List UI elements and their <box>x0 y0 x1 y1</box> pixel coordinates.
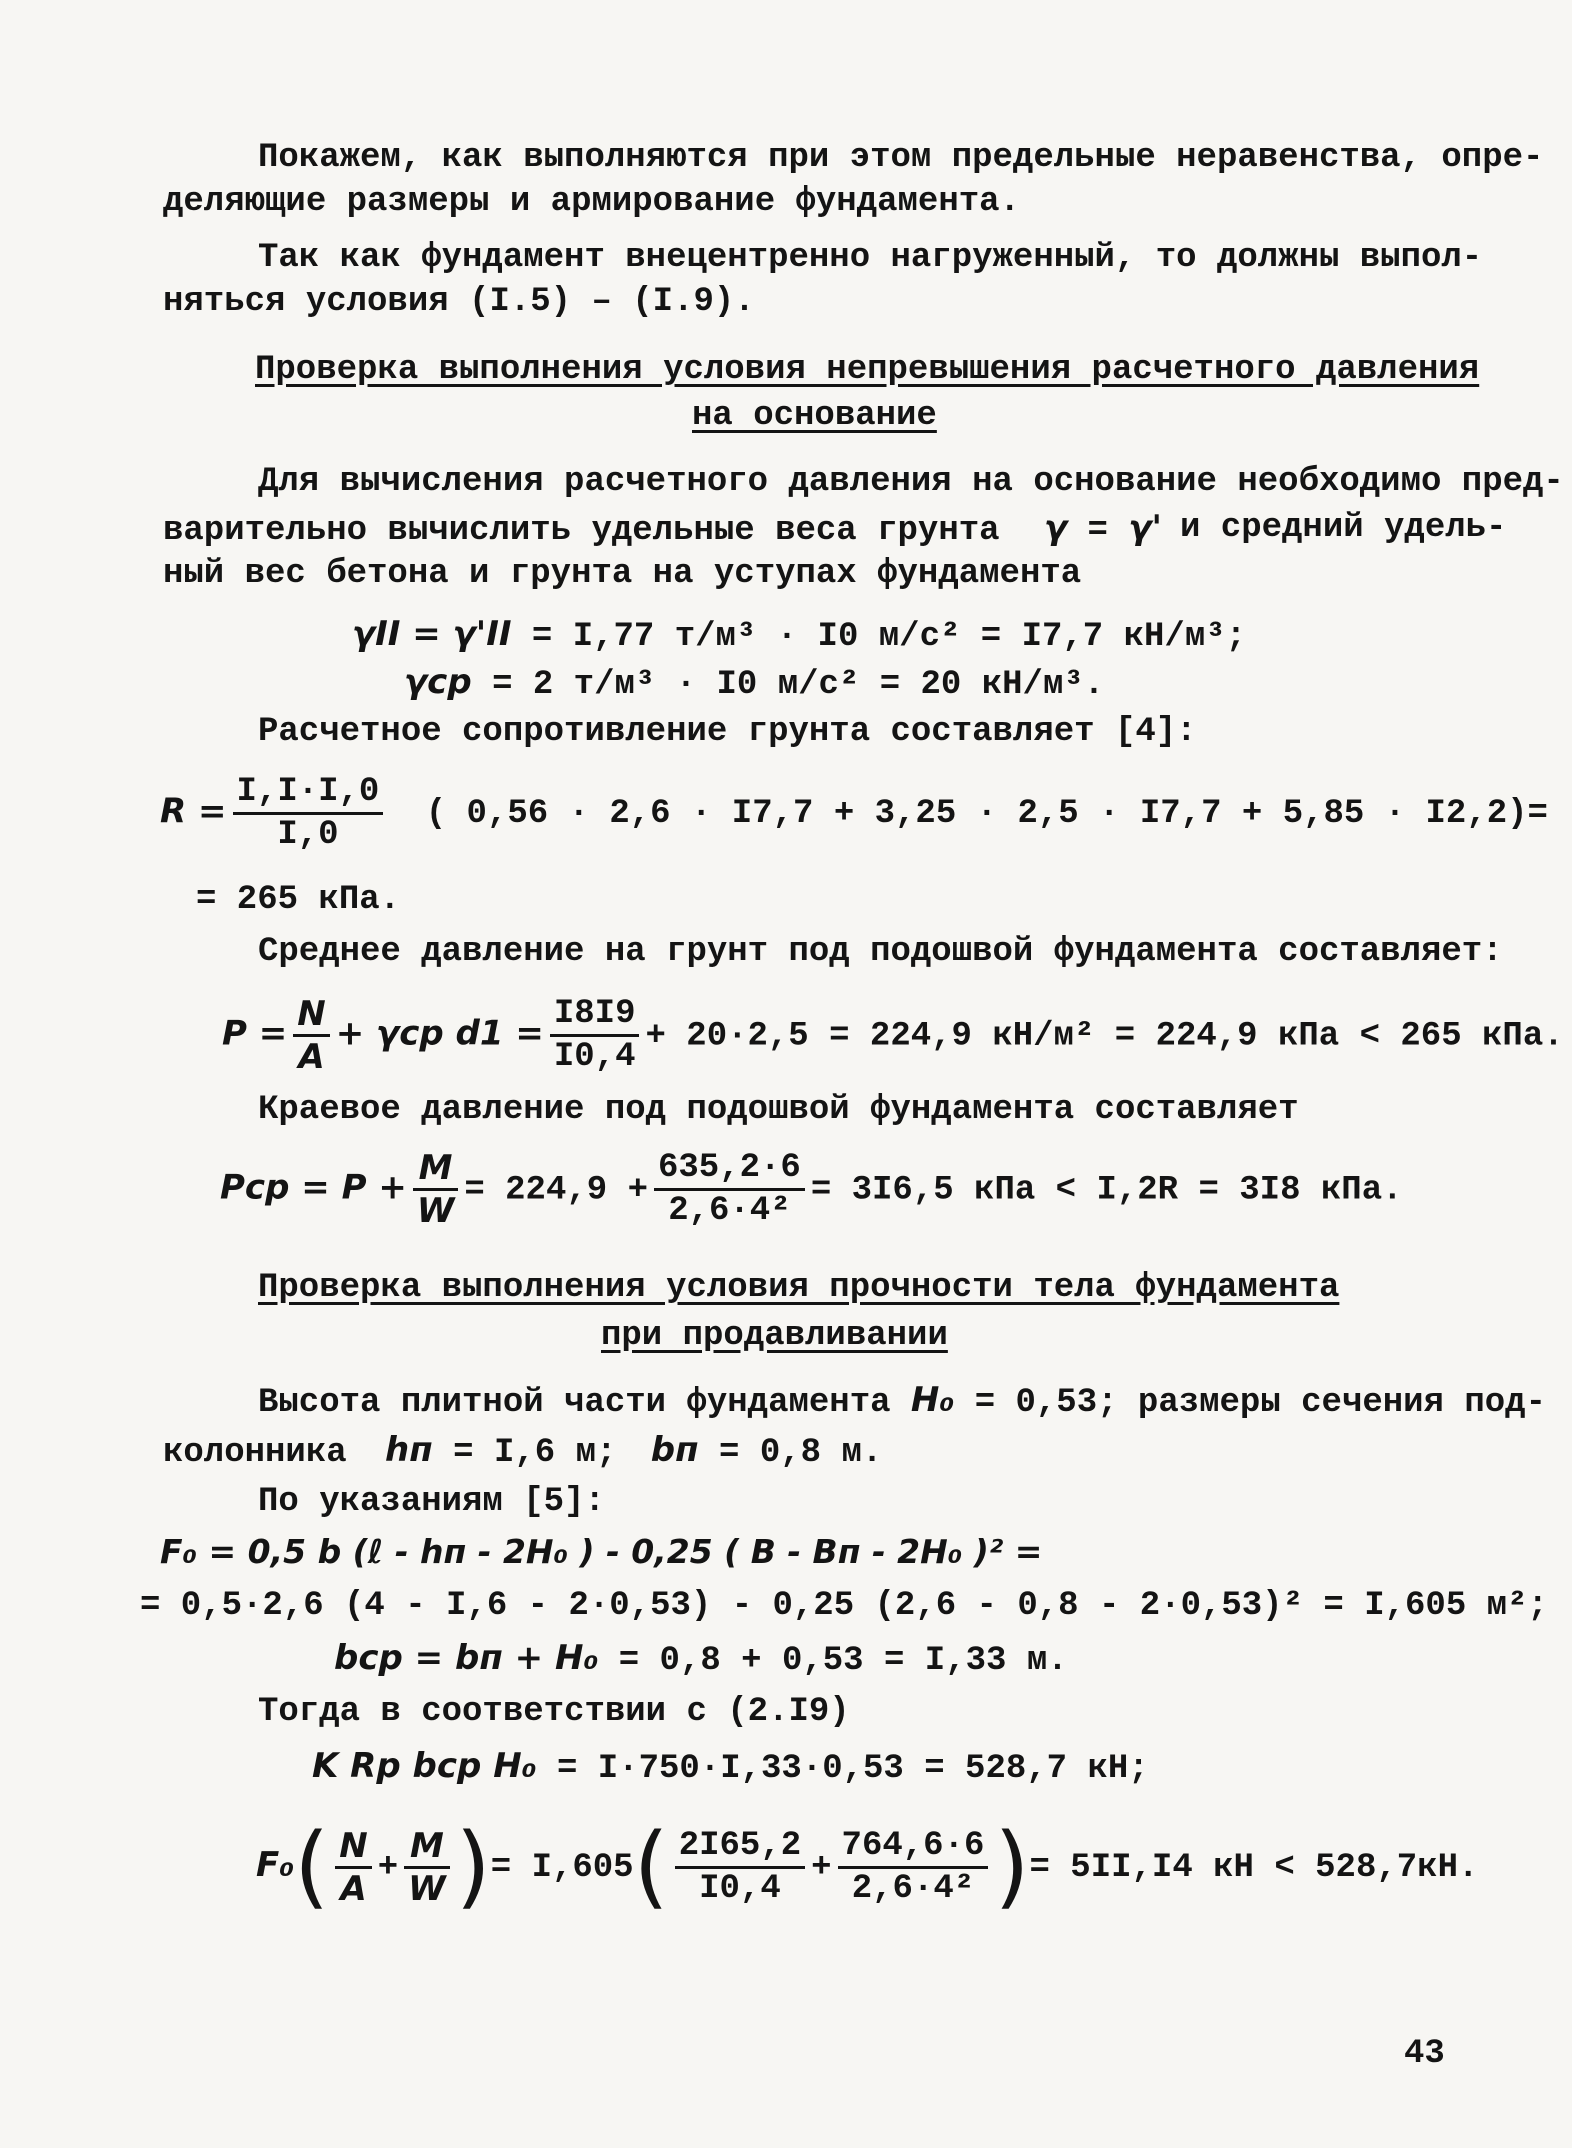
section1-paragraph-line-2 <box>163 506 1162 553</box>
formula-r-numerator: I,I·I,0 <box>233 772 384 815</box>
page-number: 43 <box>1404 2035 1445 2073</box>
formula-f-fraction-1-denominator: A <box>340 1868 367 1909</box>
formula-pcp-fraction-1-denominator: W <box>416 1191 455 1231</box>
intro-line-4: няться условия (I.5) – (I.9). <box>163 283 755 321</box>
paren-close-2: ) <box>994 1814 1030 1919</box>
formula-pcp-fraction-2-numerator: 635,2·6 <box>654 1148 805 1191</box>
formula-k-rhs: = I·750·I,33·0,53 = 528,7 кН; <box>556 1750 1149 1788</box>
formula-bcp-rhs: = 0,8 + 0,53 = I,33 м. <box>618 1642 1068 1680</box>
formula-pcp-lhs: Pcp = P + <box>220 1167 407 1208</box>
formula-f-fraction-2-denominator: W <box>408 1868 446 1909</box>
symbol-h0: H₀ <box>910 1380 955 1420</box>
formula-p-middle: + γcp d1 = <box>335 1013 544 1054</box>
formula-k-lhs: K Rр bср H₀ <box>312 1746 537 1786</box>
formula-k <box>312 1744 1149 1791</box>
formula-bcp <box>334 1636 1068 1683</box>
section2-paragraph-line-1-text: Высота плитной части фундамента <box>258 1384 891 1422</box>
section-heading-2-line-1: Проверка выполнения условия прочности тела фундамента <box>258 1269 1340 1307</box>
edge-pressure-intro: Краевое давление под подошвой фундамента составляет <box>258 1091 1299 1129</box>
section2-hn-value: = I,6 м; <box>453 1434 617 1472</box>
gamma-prime-symbol: γ' <box>1128 508 1162 548</box>
intro-line-2: деляющие размеры и армирование фундамента. <box>163 183 1020 221</box>
formula-p-fraction-1-numerator: N <box>293 994 329 1037</box>
formula-f-middle: = I,605 <box>490 1848 634 1887</box>
formula-p-rhs: + 20·2,5 = 224,9 кН/м² = 224,9 кПа < 265 кПа. <box>645 1017 1564 1056</box>
formula-pcp-fraction-1-numerator: M <box>413 1148 459 1191</box>
formula-f-plus: + <box>377 1848 399 1887</box>
intro-line-1: Покажем, как выполняются при этом предельные неравенства, опре- <box>258 139 1544 177</box>
formula-r <box>160 772 1548 855</box>
accordance-text: Тогда в соответствии с (2.I9) <box>258 1693 850 1731</box>
formula-gamma-cp-lhs: γср <box>404 662 472 702</box>
gamma-symbol: γ <box>1043 508 1068 548</box>
formula-f-plus-2: + <box>811 1848 832 1887</box>
section1-paragraph-line-2-end: и средний удель- <box>1180 509 1507 547</box>
formula-f-fraction-3-numerator: 2I65,2 <box>675 1826 805 1869</box>
formula-r-fraction <box>233 772 384 855</box>
mean-pressure-intro: Среднее давление на грунт под подошвой фундамента составляет: <box>258 933 1503 971</box>
section-heading-1-line-2: на основание <box>692 397 937 435</box>
formula-r-lhs: R = <box>160 791 227 832</box>
per-instructions: По указаниям [5]: <box>258 1483 605 1521</box>
formula-gamma-ii <box>352 612 1246 659</box>
formula-f-check <box>256 1814 1479 1919</box>
formula-f0-line-1: F₀ = 0,5 b (ℓ - hп - 2H₀ ) - 0,25 ( B - Bп - 2H₀ )² = <box>160 1532 1043 1571</box>
section2-paragraph-line-2 <box>163 1428 882 1475</box>
formula-p-fraction-2 <box>550 994 640 1077</box>
formula-f-rhs: = 5II,I4 кН < 528,7кН. <box>1029 1848 1479 1887</box>
formula-f-fraction-4-numerator: 764,6·6 <box>838 1826 989 1869</box>
section-heading-1-line-1: Проверка выполнения условия непревышения расчетного давления <box>255 351 1480 389</box>
section2-paragraph-line-1-end: = 0,53; размеры сечения под- <box>974 1384 1546 1422</box>
paren-open-2: ( <box>633 1814 669 1919</box>
formula-f-fraction-1-numerator: N <box>335 1826 371 1869</box>
formula-r-rhs: ( 0,56 · 2,6 · I7,7 + 3,25 · 2,5 · I7,7 + 5,85 · I2,2)= <box>425 795 1548 834</box>
formula-f-fraction-3-denominator: I0,4 <box>699 1869 781 1908</box>
formula-f-fraction-4 <box>838 1826 989 1909</box>
symbol-bn: bп <box>650 1430 699 1470</box>
formula-gamma-cp-rhs: = 2 т/м³ · I0 м/с² = 20 кН/м³. <box>492 666 1105 704</box>
formula-pcp-fraction-2 <box>654 1148 805 1231</box>
formula-p-lhs: P = <box>222 1013 288 1054</box>
section2-paragraph-line-1 <box>258 1378 1546 1425</box>
formula-p-fraction-2-numerator: I8I9 <box>550 994 640 1037</box>
section1-paragraph-line-2-text: варительно вычислить удельные веса грунта <box>163 512 1000 550</box>
formula-p-fraction-1 <box>293 994 329 1077</box>
formula-pcp-fraction-2-denominator: 2,6·4² <box>668 1192 791 1230</box>
formula-gamma-ii-lhs: γII = γ'II <box>352 614 512 654</box>
formula-f-lhs: F₀ <box>256 1844 295 1885</box>
formula-r-result: = 265 кПа. <box>196 881 401 919</box>
section1-paragraph-line-1: Для вычисления расчетного давления на основание необходимо пред- <box>258 463 1564 501</box>
formula-pcp-fraction-1 <box>413 1148 459 1231</box>
section1-paragraph-line-3: ный вес бетона и грунта на уступах фундамента <box>163 555 1082 593</box>
formula-f-fraction-3 <box>675 1826 805 1909</box>
formula-pcp-middle: = 224,9 + <box>464 1171 648 1210</box>
formula-f-fraction-2-numerator: M <box>404 1826 450 1869</box>
formula-p-fraction-1-denominator: A <box>298 1037 325 1077</box>
formula-gamma-cp <box>404 660 1104 707</box>
section2-bn-value: = 0,8 м. <box>719 1434 883 1472</box>
paren-close-1: ) <box>455 1814 491 1919</box>
intro-line-3: Так как фундамент внецентренно нагруженный, то должны выпол- <box>258 239 1483 277</box>
formula-pcp <box>220 1148 1403 1231</box>
formula-bcp-lhs: bcp = bп + H₀ <box>334 1638 599 1678</box>
section2-paragraph-line-2-text: колонника <box>163 1434 347 1472</box>
formula-f-fraction-4-denominator: 2,6·4² <box>851 1869 975 1908</box>
formula-f0-line-2: = 0,5·2,6 (4 - I,6 - 2·0,53) - 0,25 (2,6 - 0,8 - 2·0,53)² = I,605 м²; <box>140 1587 1548 1625</box>
formula-p <box>222 994 1564 1077</box>
paren-open-1: ( <box>294 1814 330 1919</box>
formula-p-fraction-2-denominator: I0,4 <box>553 1038 636 1076</box>
section-heading-2-line-2: при продавливании <box>601 1317 948 1355</box>
formula-f-fraction-1 <box>335 1826 371 1909</box>
equals-sign: = <box>1087 512 1108 550</box>
resistance-intro: Расчетное сопротивление грунта составляет [4]: <box>258 713 1197 751</box>
formula-r-denominator: I,0 <box>277 816 339 854</box>
symbol-hn: hп <box>385 1430 433 1470</box>
formula-f-fraction-2 <box>404 1826 450 1909</box>
formula-pcp-rhs: = 3I6,5 кПа < I,2R = 3I8 кПа. <box>810 1171 1403 1210</box>
formula-gamma-ii-rhs: = I,77 т/м³ · I0 м/с² = I7,7 кН/м³; <box>531 618 1247 656</box>
